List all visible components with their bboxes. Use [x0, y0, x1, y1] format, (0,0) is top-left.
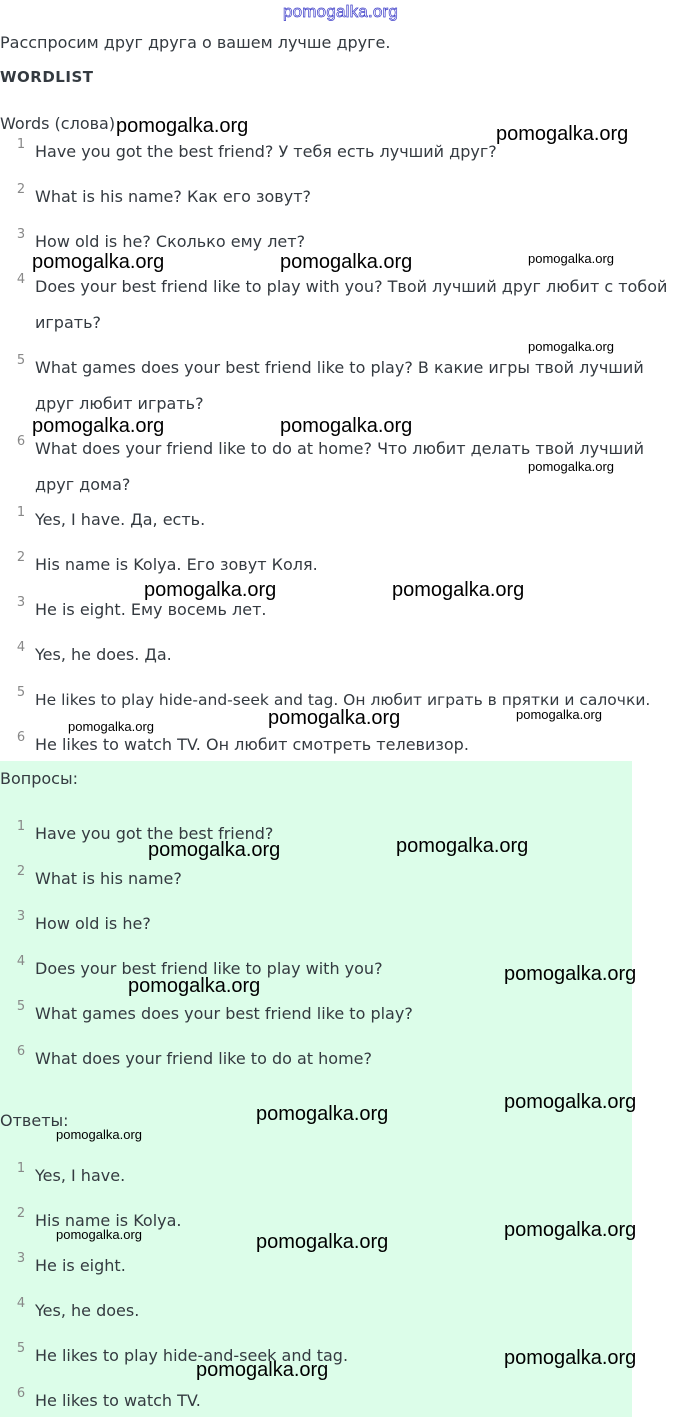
watermark: pomogalka.org	[116, 115, 249, 137]
item-number: 2	[16, 182, 26, 197]
watermark: pomogalka.org	[144, 579, 277, 601]
item-text: How old is he? Сколько ему лет?	[35, 232, 306, 251]
item-number: 5	[16, 685, 26, 700]
item-number: 3	[16, 595, 26, 610]
answers-label: Ответы:	[0, 1111, 69, 1130]
item-number: 4	[16, 640, 26, 655]
item-text: Have you got the best friend? У тебя есть лучший друг?	[35, 142, 497, 161]
watermark: pomogalka.org	[396, 835, 529, 857]
watermark: pomogalka.org	[268, 707, 401, 729]
item-text: He is eight. Ему восемь лет.	[35, 600, 267, 619]
watermark: pomogalka.org	[256, 1103, 389, 1125]
list-item	[0, 179, 680, 215]
watermark: pomogalka.org	[32, 251, 165, 273]
list-item	[0, 269, 680, 341]
item-number: 6	[16, 1044, 26, 1059]
item-text: His name is Kolya. Его зовут Коля.	[35, 555, 318, 574]
watermark: pomogalka.org	[392, 579, 525, 601]
item-text: What games does your best friend like to play? В какие игры твой лучший друг любит играть?	[35, 358, 644, 413]
site-header-logo[interactable]: pomogalka.org	[283, 2, 399, 21]
watermark: pomogalka.org	[528, 459, 614, 474]
watermark: pomogalka.org	[148, 839, 281, 861]
wordlist-heading: WORDLIST	[0, 68, 94, 86]
list-item	[0, 861, 680, 897]
item-text: He likes to watch TV.	[35, 1391, 201, 1410]
item-number: 2	[16, 1206, 26, 1221]
item-number: 1	[16, 137, 26, 152]
list-item	[0, 1158, 680, 1194]
list-item	[0, 502, 680, 538]
item-number: 2	[16, 864, 26, 879]
list-item	[0, 1293, 680, 1329]
words-label: Words (слова)	[0, 114, 116, 133]
item-text: What does your friend like to do at home?	[35, 1049, 372, 1068]
item-text: He likes to watch TV. Он любит смотреть телевизор.	[35, 735, 469, 754]
item-text: His name is Kolya.	[35, 1211, 182, 1230]
list-item	[0, 1383, 680, 1419]
item-number: 4	[16, 272, 26, 287]
watermark: pomogalka.org	[32, 415, 165, 437]
list-item	[0, 592, 680, 628]
watermark: pomogalka.org	[256, 1231, 389, 1253]
item-text: Have you got the best friend?	[35, 824, 274, 843]
item-text: What is his name?	[35, 869, 182, 888]
item-number: 4	[16, 954, 26, 969]
watermark: pomogalka.org	[196, 1359, 329, 1381]
list-item	[0, 637, 680, 673]
item-text: What does your friend like to do at home? Что любит делать твой лучший друг дома?	[35, 439, 644, 494]
watermark: pomogalka.org	[504, 1347, 637, 1369]
watermark: pomogalka.org	[516, 707, 602, 722]
watermark: pomogalka.org	[56, 1227, 142, 1242]
item-text: Yes, I have.	[35, 1166, 126, 1185]
watermark: pomogalka.org	[68, 719, 154, 734]
watermark: pomogalka.org	[56, 1127, 142, 1142]
item-number: 5	[16, 999, 26, 1014]
item-number: 3	[16, 909, 26, 924]
item-number: 4	[16, 1296, 26, 1311]
watermark: pomogalka.org	[504, 1091, 637, 1113]
list-item	[0, 350, 680, 422]
item-number: 2	[16, 550, 26, 565]
list-item	[0, 996, 680, 1032]
item-number: 6	[16, 1386, 26, 1401]
item-text: How old is he?	[35, 914, 151, 933]
item-text: Yes, he does.	[35, 1301, 140, 1320]
item-number: 5	[16, 353, 26, 368]
item-number: 1	[16, 505, 26, 520]
list-item	[0, 816, 680, 852]
item-number: 1	[16, 1161, 26, 1176]
item-text: Does your best friend like to play with you?	[35, 959, 383, 978]
watermark: pomogalka.org	[280, 415, 413, 437]
item-text: Yes, he does. Да.	[35, 645, 172, 664]
watermark: pomogalka.org	[504, 1219, 637, 1241]
item-number: 6	[16, 434, 26, 449]
item-text: He likes to play hide-and-seek and tag.	[35, 1346, 349, 1365]
item-text: He likes to play hide-and-seek and tag. Он любит играть в прятки и салочки.	[35, 691, 651, 709]
item-text: What games does your best friend like to play?	[35, 1004, 413, 1023]
item-text: What is his name? Как его зовут?	[35, 187, 311, 206]
list-item	[0, 1041, 680, 1077]
item-text: Yes, I have. Да, есть.	[35, 510, 206, 529]
list-item	[0, 547, 680, 583]
item-number: 3	[16, 1251, 26, 1266]
watermark: pomogalka.org	[496, 123, 629, 145]
questions-label: Вопросы:	[0, 769, 78, 788]
watermark: pomogalka.org	[280, 251, 413, 273]
list-item	[0, 906, 680, 942]
watermark: pomogalka.org	[528, 339, 614, 354]
watermark: pomogalka.org	[504, 963, 637, 985]
item-number: 1	[16, 819, 26, 834]
intro-text: Расспросим друг друга о вашем лучше друге.	[0, 33, 391, 52]
item-number: 5	[16, 1341, 26, 1356]
item-number: 3	[16, 227, 26, 242]
item-text: Does your best friend like to play with you? Твой лучший друг любит с тобой играть?	[35, 277, 668, 332]
item-text: He is eight.	[35, 1256, 126, 1275]
item-number: 6	[16, 730, 26, 745]
watermark: pomogalka.org	[128, 975, 261, 997]
watermark: pomogalka.org	[528, 251, 614, 266]
